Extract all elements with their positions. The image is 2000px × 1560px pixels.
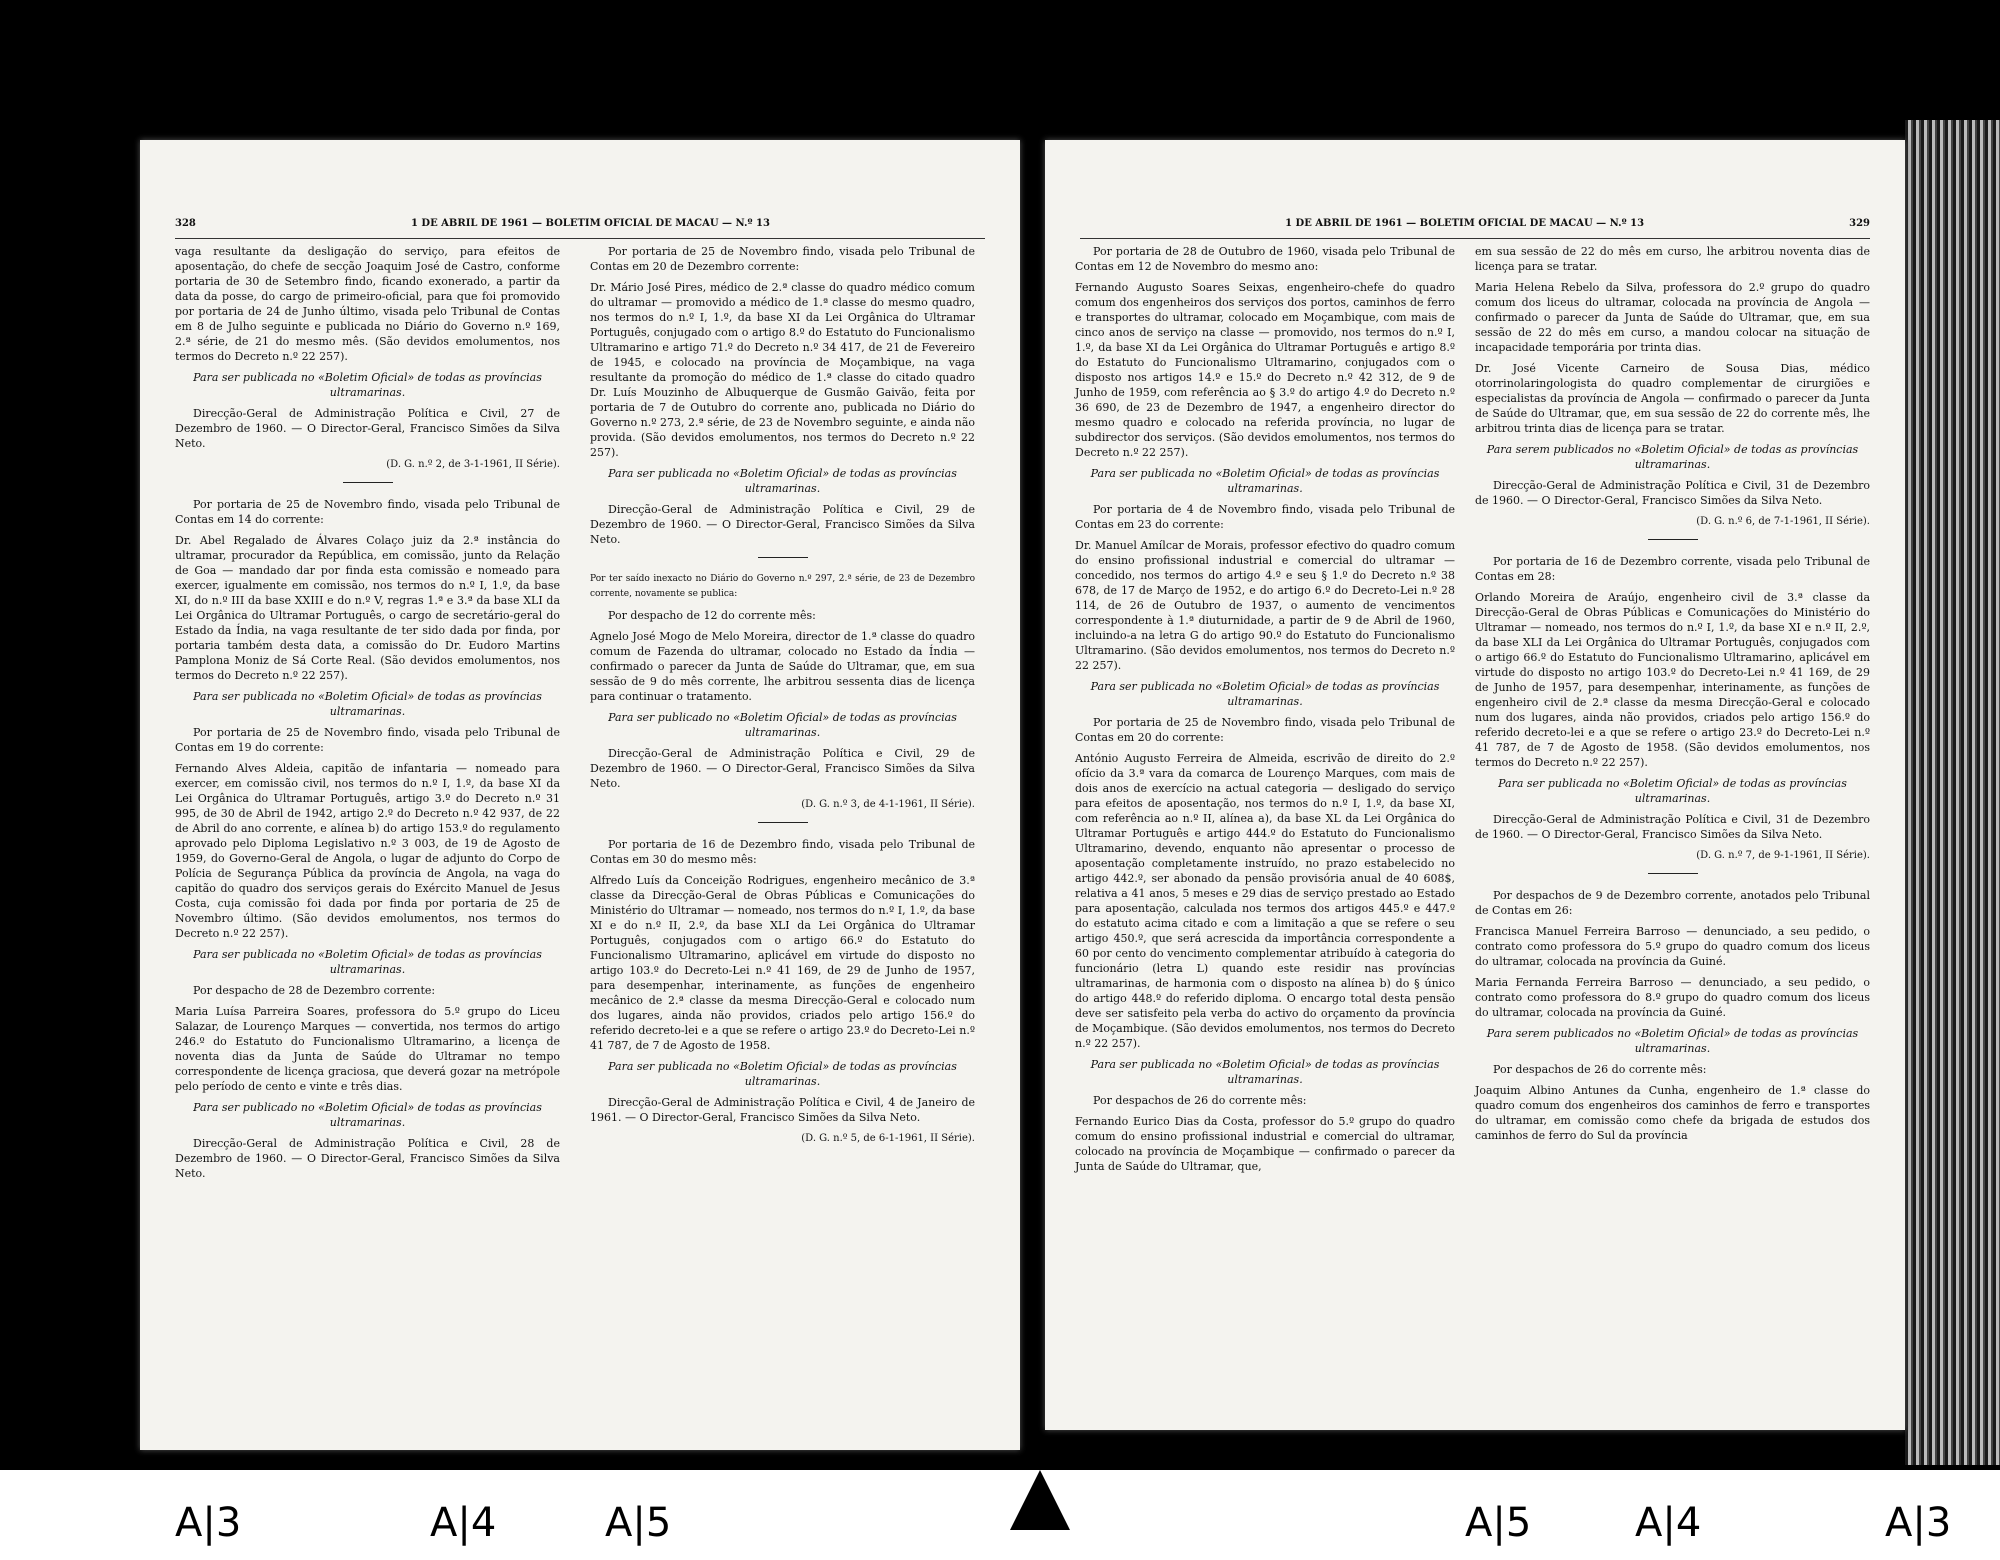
paragraph: Por portaria de 4 de Novembro findo, visada pelo Tribunal de Contas em 23 do corrente:: [1075, 503, 1455, 531]
gazette-reference: (D. G. n.º 5, de 6-1-1961, II Série).: [801, 1133, 975, 1144]
paragraph: António Augusto Ferreira de Almeida, escrivão de direito do 2.º ofício da 3.ª vara da comarca de Lourenço Marques, com mais de dois anos de exercício na actual categoria — desligado do serviço para efeitos de aposentação, nos termos do n.º I, 1.º, da base XI, com referência ao n.º II, alínea a), da base XL da Lei Orgânica do Ultramar Português e artigo 444.º do Estatuto do Funcionalismo Ultramarino, devendo, enquanto não apresentar o processo de aposentação completamente instruído, no prazo estabelecido no artigo 442.º, ser abonado da pensão provisória anual de 40 608$, relativa a 41 anos, 5 meses e 29 dias de serviço prestado ao Estado para aposentação, calculada nos termos dos artigos 445.º e 447.º do estatuto acima citado e com a limitação a que se refere o seu artigo 450.º, que será acrescida da importância correspondente a 60 por cento do vencimento complementar atribuído à categoria do funcionário (letra L) quando este residir nas províncias ultramarinas, de harmonia com o disposto na alínea b) do § único do artigo 448.º do referido diploma. O encargo total desta pensão deve ser satisfeito pela verba do activo do orçamento da província de Moçambique. (São devidos emolumentos, nos termos do Decreto n.º 22 257).: [1075, 752, 1455, 1050]
page-number: 328: [175, 218, 196, 229]
right-page: [1045, 140, 1905, 1430]
paragraph: Alfredo Luís da Conceição Rodrigues, engenheiro mecânico de 3.ª classe da Direcção-Geral de Obras Públicas e Comunicações do Ministério do Ultramar — nomeado, nos termos do n.º I, 1.º, da base XI e do n.º II, 2.º, da base XLI da Lei Orgânica do Ultramar Português, conjugados com o artigo 66.º do Estatuto do Funcionalismo Ultramarino, aplicável em virtude do disposto no artigo 103.º do Decreto-Lei n.º 41 169, de 29 de Junho de 1957, para desempenhar, interinamente, as funções de engenheiro mecânico de 2.ª classe da mesma Direcção-Geral e colocado num dos lugares, ainda não providos, criados pelo artigo 156.º do referido decreto-lei e a que se refere o artigo 23.º do Decreto-Lei n.º 41 787, de 7 de Agosto de 1958.: [590, 874, 975, 1052]
publication-note: Para ser publicada no «Boletim Oficial» de todas as províncias ultramarinas.: [1090, 467, 1440, 495]
paragraph: Fernando Augusto Soares Seixas, engenheiro-chefe do quadro comum dos engenheiros dos serviços dos portos, caminhos de ferro e transportes do ultramar, colocado em Moçambique, com mais de cinco anos de serviço na classe — promovido, nos termos do n.º I, 1.º, da base XI da Lei Orgânica do Ultramar Português e artigo 8.º do Estatuto do Funcionalismo Ultramarino, conjugados com o disposto nos artigos 14.º e 15.º do Decreto n.º 42 312, de 9 de Junho de 1959, com referência ao § 3.º do artigo 4.º do Decreto n.º 36 690, de 23 de Dezembro de 1947, a engenheiro director do mesmo quadro e colocado na referida província, no lugar de subdirector dos serviços. (São devidos emolumentos, nos termos do Decreto n.º 22 257).: [1075, 281, 1455, 459]
paragraph: Por ter saído inexacto no Diário do Governo n.º 297, 2.ª série, de 23 de Dezembro corrente, novamente se publica:: [590, 574, 975, 599]
left-page: [140, 140, 1020, 1450]
left-column-1: [175, 244, 560, 1187]
running-header: 1 DE ABRIL DE 1961 — BOLETIM OFICIAL DE MACAU — N.º 13: [410, 218, 770, 229]
publication-note: Para serem publicados no «Boletim Oficial» de todas as províncias ultramarinas.: [1486, 443, 1859, 471]
paragraph: em sua sessão de 22 do mês em curso, lhe arbitrou noventa dias de licença para se tratar.: [1475, 245, 1870, 273]
film-mark: A|4: [430, 1500, 497, 1546]
gazette-reference: (D. G. n.º 7, de 9-1-1961, II Série).: [1696, 850, 1870, 861]
paragraph: Agnelo José Mogo de Melo Moreira, director de 1.ª classe do quadro comum de Fazenda do ultramar, colocado no Estado da Índia — confirmado o parecer da Junta de Saúde do Ultramar, que, em sua sessão de 9 do mês corrente, lhe arbitrou sessenta dias de licença para continuar o tratamento.: [590, 630, 975, 703]
paragraph: Joaquim Albino Antunes da Cunha, engenheiro de 1.ª classe do quadro comum dos engenheiros dos caminhos de ferro e transportes do ultramar, em comissão como chefe da brigada de estudos dos caminhos de ferro do Sul da província: [1475, 1084, 1870, 1142]
gazette-reference: (D. G. n.º 6, de 7-1-1961, II Série).: [1696, 516, 1870, 527]
film-mark: A|3: [175, 1500, 242, 1546]
paragraph: Fernando Alves Aldeia, capitão de infantaria — nomeado para exercer, em comissão civil, nos termos do n.º I, 1.º, da base XI da Lei Orgânica do Ultramar Português, artigo 3.º do Decreto n.º 31 995, de 30 de Abril de 1942, artigo 2.º do Decreto n.º 42 937, de 22 de Abril do ano corrente, e alínea b) do artigo 153.º do regulamento aprovado pelo Diploma Legislativo n.º 3 003, de 19 de Agosto de 1959, do Governo-Geral de Angola, o lugar de adjunto do Corpo de Polícia de Segurança Pública da província de Angola, na vaga do capitão do quadro dos serviços gerais do Exército Manuel de Jesus Costa, cuja comissão foi dada por finda por portaria de 25 de Novembro último. (São devidos emolumentos, nos termos do Decreto n.º 22 257).: [175, 762, 560, 940]
paragraph: Por despacho de 28 de Dezembro corrente:: [193, 984, 436, 997]
paragraph: Por portaria de 25 de Novembro findo, visada pelo Tribunal de Contas em 14 do corrente:: [175, 498, 560, 526]
paragraph: Por portaria de 25 de Novembro findo, visada pelo Tribunal de Contas em 20 do corrente:: [1075, 716, 1455, 744]
publication-note: Para ser publicada no «Boletim Oficial» de todas as províncias ultramarinas.: [608, 467, 957, 495]
paragraph: Direcção-Geral de Administração Política e Civil, 4 de Janeiro de 1961. — O Director-Geral, Francisco Simões da Silva Neto.: [590, 1096, 975, 1124]
publication-note: Para ser publicada no «Boletim Oficial» de todas as províncias ultramarinas.: [1090, 1058, 1440, 1086]
paragraph: Direcção-Geral de Administração Política e Civil, 27 de Dezembro de 1960. — O Director-Geral, Francisco Simões da Silva Neto.: [175, 407, 560, 450]
paragraph: Por despachos de 26 do corrente mês:: [1493, 1063, 1707, 1076]
section-divider: [758, 822, 808, 823]
paragraph: Por portaria de 16 de Dezembro corrente, visada pelo Tribunal de Contas em 28:: [1475, 555, 1870, 583]
paragraph: Direcção-Geral de Administração Política e Civil, 28 de Dezembro de 1960. — O Director-Geral, Francisco Simões da Silva Neto.: [175, 1137, 560, 1180]
paragraph: Dr. Mário José Pires, médico de 2.ª classe do quadro médico comum do ultramar — promovido a médico de 1.ª classe do mesmo quadro, nos termos do n.º I, 1.º, da base XI da Lei Orgânica do Ultramar Português, conjugado com o artigo 8.º do Estatuto do Funcionalismo Ultramarino e artigo 71.º do Decreto n.º 34 417, de 21 de Fevereiro de 1945, e colocado na província de Moçambique, na vaga resultante da promoção do médico de 1.ª classe do citado quadro Dr. Luís Mouzinho de Albuquerque de Gusmão Gaivão, feita por portaria de 7 de Outubro do corrente ano, publicada no Diário do Governo n.º 273, 2.ª série, de 23 de Novembro seguinte, e ainda não provida. (São devidos emolumentos, nos termos do Decreto n.º 22 257).: [590, 281, 975, 459]
paragraph: Direcção-Geral de Administração Política e Civil, 31 de Dezembro de 1960. — O Director-Geral, Francisco Simões da Silva Neto.: [1475, 479, 1870, 507]
publication-note: Para ser publicada no «Boletim Oficial» de todas as províncias ultramarinas.: [1498, 777, 1847, 805]
paragraph: Dr. José Vicente Carneiro de Sousa Dias, médico otorrinolaringologista do quadro complementar de cirurgiões e especialistas da província de Angola — confirmado o parecer da Junta de Saúde do Ultramar, que, em sua sessão de 22 do corrente mês, lhe arbitrou trinta dias de licença para se tratar.: [1475, 362, 1870, 435]
right-column-1: [1075, 244, 1455, 1180]
paragraph: Maria Helena Rebelo da Silva, professora do 2.º grupo do quadro comum dos liceus do ultramar, colocada na província de Angola — confirmado o parecer da Junta de Saúde do Ultramar, que, em sua sessão de 22 do mês em curso, a mandou colocar na situação de incapacidade temporária por trinta dias.: [1475, 281, 1870, 354]
paragraph: Por despacho de 12 do corrente mês:: [608, 609, 816, 622]
paragraph: Por despachos de 26 do corrente mês:: [1093, 1094, 1307, 1107]
paragraph: Dr. Abel Regalado de Álvares Colaço juiz da 2.ª instância do ultramar, procurador da República, em comissão, junto da Relação de Goa — mandado dar por finda esta comissão e nomeado para exercer, igualmente em comissão, nos termos do n.º I, 1.º, da base XI, do n.º III da base XXIII e do n.º V, regras 1.ª e 3.ª da base XLI da Lei Orgânica do Ultramar Português, o cargo de secretário-geral do Estado da Índia, na vaga resultante de ter sido dada por finda, por portaria também desta data, a comissão do Dr. Eudoro Martins Pamplona Moniz de Sá Corte Real. (São devidos emolumentos, nos termos do Decreto n.º 22 257).: [175, 534, 560, 682]
publication-note: Para ser publicada no «Boletim Oficial» de todas as províncias ultramarinas.: [193, 690, 542, 718]
section-divider: [758, 557, 808, 558]
left-page-header: [175, 218, 985, 239]
paragraph: Por portaria de 16 de Dezembro findo, visada pelo Tribunal de Contas em 30 do mesmo mês:: [590, 838, 975, 866]
film-mark: A|4: [1635, 1500, 1702, 1546]
paragraph: Por portaria de 28 de Outubro de 1960, visada pelo Tribunal de Contas em 12 de Novembro do mesmo ano:: [1075, 245, 1455, 273]
paragraph: Por despachos de 9 de Dezembro corrente, anotados pelo Tribunal de Contas em 26:: [1475, 889, 1870, 917]
running-header: 1 DE ABRIL DE 1961 — BOLETIM OFICIAL DE MACAU — N.º 13: [1285, 218, 1645, 229]
paragraph: Direcção-Geral de Administração Política e Civil, 29 de Dezembro de 1960. — O Director-Geral, Francisco Simões da Silva Neto.: [590, 747, 975, 790]
paragraph: Francisca Manuel Ferreira Barroso — denunciado, a seu pedido, o contrato como professora do 5.º grupo do quadro comum dos liceus do ultramar, colocada na província da Guiné.: [1475, 925, 1870, 968]
section-divider: [343, 482, 393, 483]
paragraph: Orlando Moreira de Araújo, engenheiro civil de 3.ª classe da Direcção-Geral de Obras Públicas e Comunicações do Ministério do Ultramar — nomeado, nos termos do n.º I, 1.º, da base XI e n.º II, 2.º, da base XLI da Lei Orgânica do Ultramar Português, conjugados com o artigo 66.º do Estatuto do Funcionalismo Ultramarino, aplicável em virtude do disposto no artigo 103.º do Decreto-Lei n.º 41 169, de 29 de Junho de 1957, para desempenhar, interinamente, as funções de engenheiro civil de 2.ª classe da mesma Direcção-Geral e colocado num dos lugares, ainda não providos, criados pelo artigo 156.º do referido decreto-lei e a que se refere o artigo 23.º do Decreto-Lei n.º 41 787, de 7 de Agosto de 1958. (São devidos emolumentos, nos termos do Decreto n.º 22 257).: [1475, 591, 1870, 769]
section-divider: [1648, 539, 1698, 540]
publication-note: Para ser publicada no «Boletim Oficial» de todas as províncias ultramarinas.: [1090, 680, 1440, 708]
book-page-edges: [1905, 120, 2000, 1465]
right-column-2: [1475, 244, 1870, 1149]
paragraph: Maria Luísa Parreira Soares, professora do 5.º grupo do Liceu Salazar, de Lourenço Marques — convertida, nos termos do artigo 246.º do Estatuto do Funcionalismo Ultramarino, a licença de noventa dias da Junta de Saúde do Ultramar no tempo correspondente de licença graciosa, que deverá gozar na metrópole pelo período de cento e vinte e três dias.: [175, 1005, 560, 1093]
publication-note: Para ser publicado no «Boletim Oficial» de todas as províncias ultramarinas.: [193, 1101, 542, 1129]
page-number: 329: [1849, 218, 1870, 229]
paragraph: Dr. Manuel Amílcar de Morais, professor efectivo do quadro comum do ensino profissional industrial e comercial do ultramar — concedido, nos termos do artigo 4.º e seu § 1.º do Decreto n.º 38 678, de 17 de Março de 1952, e do artigo 6.º do Decreto-Lei n.º 28 114, de 26 de Outubro de 1937, o aumento de vencimentos correspondente à 1.ª diuturnidade, a partir de 9 de Abril de 1960, incluindo-a na letra G do artigo 90.º do Estatuto do Funcionalismo Ultramarino. (São devidos emolumentos, nos termos do Decreto n.º 22 257).: [1075, 539, 1455, 672]
gazette-reference: (D. G. n.º 3, de 4-1-1961, II Série).: [801, 799, 975, 810]
paragraph: Por portaria de 25 de Novembro findo, visada pelo Tribunal de Contas em 19 do corrente:: [175, 726, 560, 754]
publication-note: Para ser publicada no «Boletim Oficial» de todas as províncias ultramarinas.: [608, 1060, 957, 1088]
publication-note: Para ser publicado no «Boletim Oficial» de todas as províncias ultramarinas.: [608, 711, 957, 739]
film-mark: A|5: [1465, 1500, 1532, 1546]
publication-note: Para ser publicada no «Boletim Oficial» de todas as províncias ultramarinas.: [193, 948, 542, 976]
film-mark: A|5: [605, 1500, 672, 1546]
publication-note: Para serem publicados no «Boletim Oficial» de todas as províncias ultramarinas.: [1486, 1027, 1859, 1055]
paragraph: vaga resultante da desligação do serviço, para efeitos de aposentação, do chefe de secção Joaquim José de Castro, conforme portaria de 30 de Setembro findo, ficando exonerado, a partir da data da posse, do cargo de primeiro-oficial, para que foi promovido por portaria de 24 de Junho último, visada pelo Tribunal de Contas em 8 de Julho seguinte e publicada no Diário do Governo n.º 169, 2.ª série, de 21 do mesmo mês. (São devidos emolumentos, nos termos do Decreto n.º 22 257).: [175, 245, 560, 363]
left-column-2: [590, 244, 975, 1152]
section-divider: [1648, 873, 1698, 874]
paragraph: Maria Fernanda Ferreira Barroso — denunciado, a seu pedido, o contrato como professora do 8.º grupo do quadro comum dos liceus do ultramar, colocada na província da Guiné.: [1475, 976, 1870, 1019]
paragraph: Direcção-Geral de Administração Política e Civil, 31 de Dezembro de 1960. — O Director-Geral, Francisco Simões da Silva Neto.: [1475, 813, 1870, 841]
paragraph: Fernando Eurico Dias da Costa, professor do 5.º grupo do quadro comum do ensino profissional industrial e comercial do ultramar, colocado na província de Moçambique — confirmado o parecer da Junta de Saúde do Ultramar, que,: [1075, 1115, 1455, 1173]
publication-note: Para ser publicada no «Boletim Oficial» de todas as províncias ultramarinas.: [193, 371, 542, 399]
paragraph: Por portaria de 25 de Novembro findo, visada pelo Tribunal de Contas em 20 de Dezembro corrente:: [590, 245, 975, 273]
gazette-reference: (D. G. n.º 2, de 3-1-1961, II Série).: [386, 459, 560, 470]
paragraph: Direcção-Geral de Administração Política e Civil, 29 de Dezembro de 1960. — O Director-Geral, Francisco Simões da Silva Neto.: [590, 503, 975, 546]
film-mark: A|3: [1885, 1500, 1952, 1546]
right-page-header: [1080, 218, 1870, 239]
